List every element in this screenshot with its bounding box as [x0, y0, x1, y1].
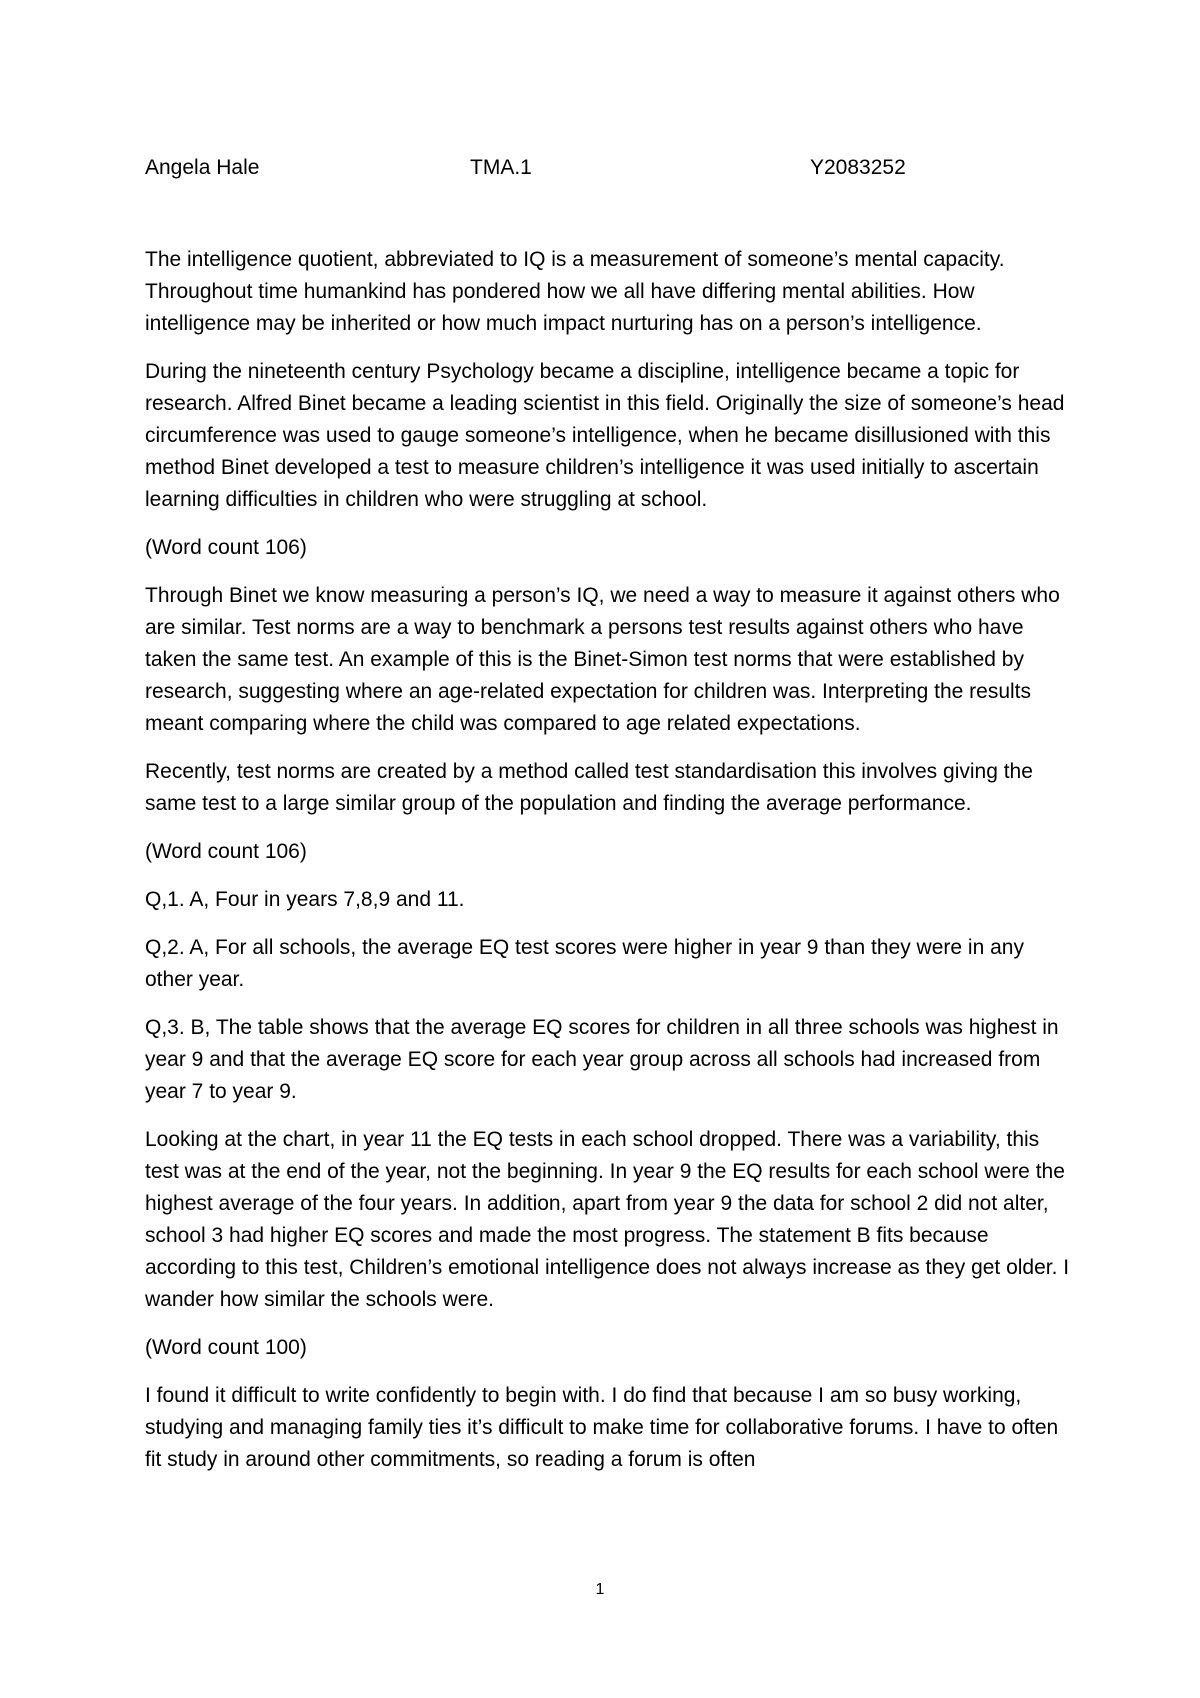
student-id: Y2083252 [810, 156, 906, 179]
paragraph-binet-history: During the nineteenth century Psychology became a discipline, intelligence became a topic for research. Alfred Binet became a leading scientist in this field. Originally the size of someone’s head circumference was used to gauge someone’s intelligence, when he became disillusioned with this method Binet developed a test to measure children’s intelligence it was used initially to ascertain learning difficulties in children who were struggling at school. [145, 360, 1065, 511]
answer-q1: Q,1. A, Four in years 7,8,9 and 11. [145, 888, 465, 911]
author-name: Angela Hale [145, 156, 260, 179]
word-count-3: (Word count 100) [145, 1336, 307, 1359]
paragraph-iq-intro: The intelligence quotient, abbreviated to IQ is a measurement of someone’s mental capacity. Throughout time humankind has pondered how we all have differing mental abilities. How intelligence may be inherited or how much impact nurturing has on a person’s intelligence. [145, 248, 1005, 335]
answer-q3: Q,3. B, The table shows that the average EQ scores for children in all three schools was highest in year 9 and that the average EQ score for each year group across all schools had increased from year 7 to year 9. [145, 1016, 1059, 1103]
assignment-label: TMA.1 [470, 156, 532, 179]
document-body [145, 244, 1075, 1492]
word-count-1: (Word count 106) [145, 536, 307, 559]
answer-q2: Q,2. A, For all schools, the average EQ test scores were higher in year 9 than they were in any other year. [145, 936, 1024, 991]
paragraph-reflection: I found it difficult to write confidently to begin with. I do find that because I am so busy working, studying and managing family ties it’s difficult to make time for collaborative forums. I have to often fit study in around other commitments, so reading a forum is often [145, 1384, 1059, 1471]
document-header [145, 152, 1065, 184]
paragraph-test-norms: Through Binet we know measuring a person’s IQ, we need a way to measure it against others who are similar. Test norms are a way to benchmark a persons test results against others who have taken the same test. An example of this is the Binet-Simon test norms that were established by research, suggesting where an age-related expectation for children was. Interpreting the results meant comparing where the child was compared to age related expectations. [145, 584, 1060, 735]
page-number: 1 [595, 1581, 605, 1598]
paragraph-standardisation: Recently, test norms are created by a method called test standardisation this involves giving the same test to a large similar group of the population and finding the average performance. [145, 760, 1033, 815]
word-count-2: (Word count 106) [145, 840, 307, 863]
paragraph-chart-analysis: Looking at the chart, in year 11 the EQ tests in each school dropped. There was a variability, this test was at the end of the year, not the beginning. In year 9 the EQ results for each school were the highest average of the four years. In addition, apart from year 9 the data for school 2 did not alter, school 3 had higher EQ scores and made the most progress. The statement B fits because according to this test, Children’s emotional intelligence does not always increase as they get older. I wander how similar the schools were. [145, 1128, 1070, 1311]
